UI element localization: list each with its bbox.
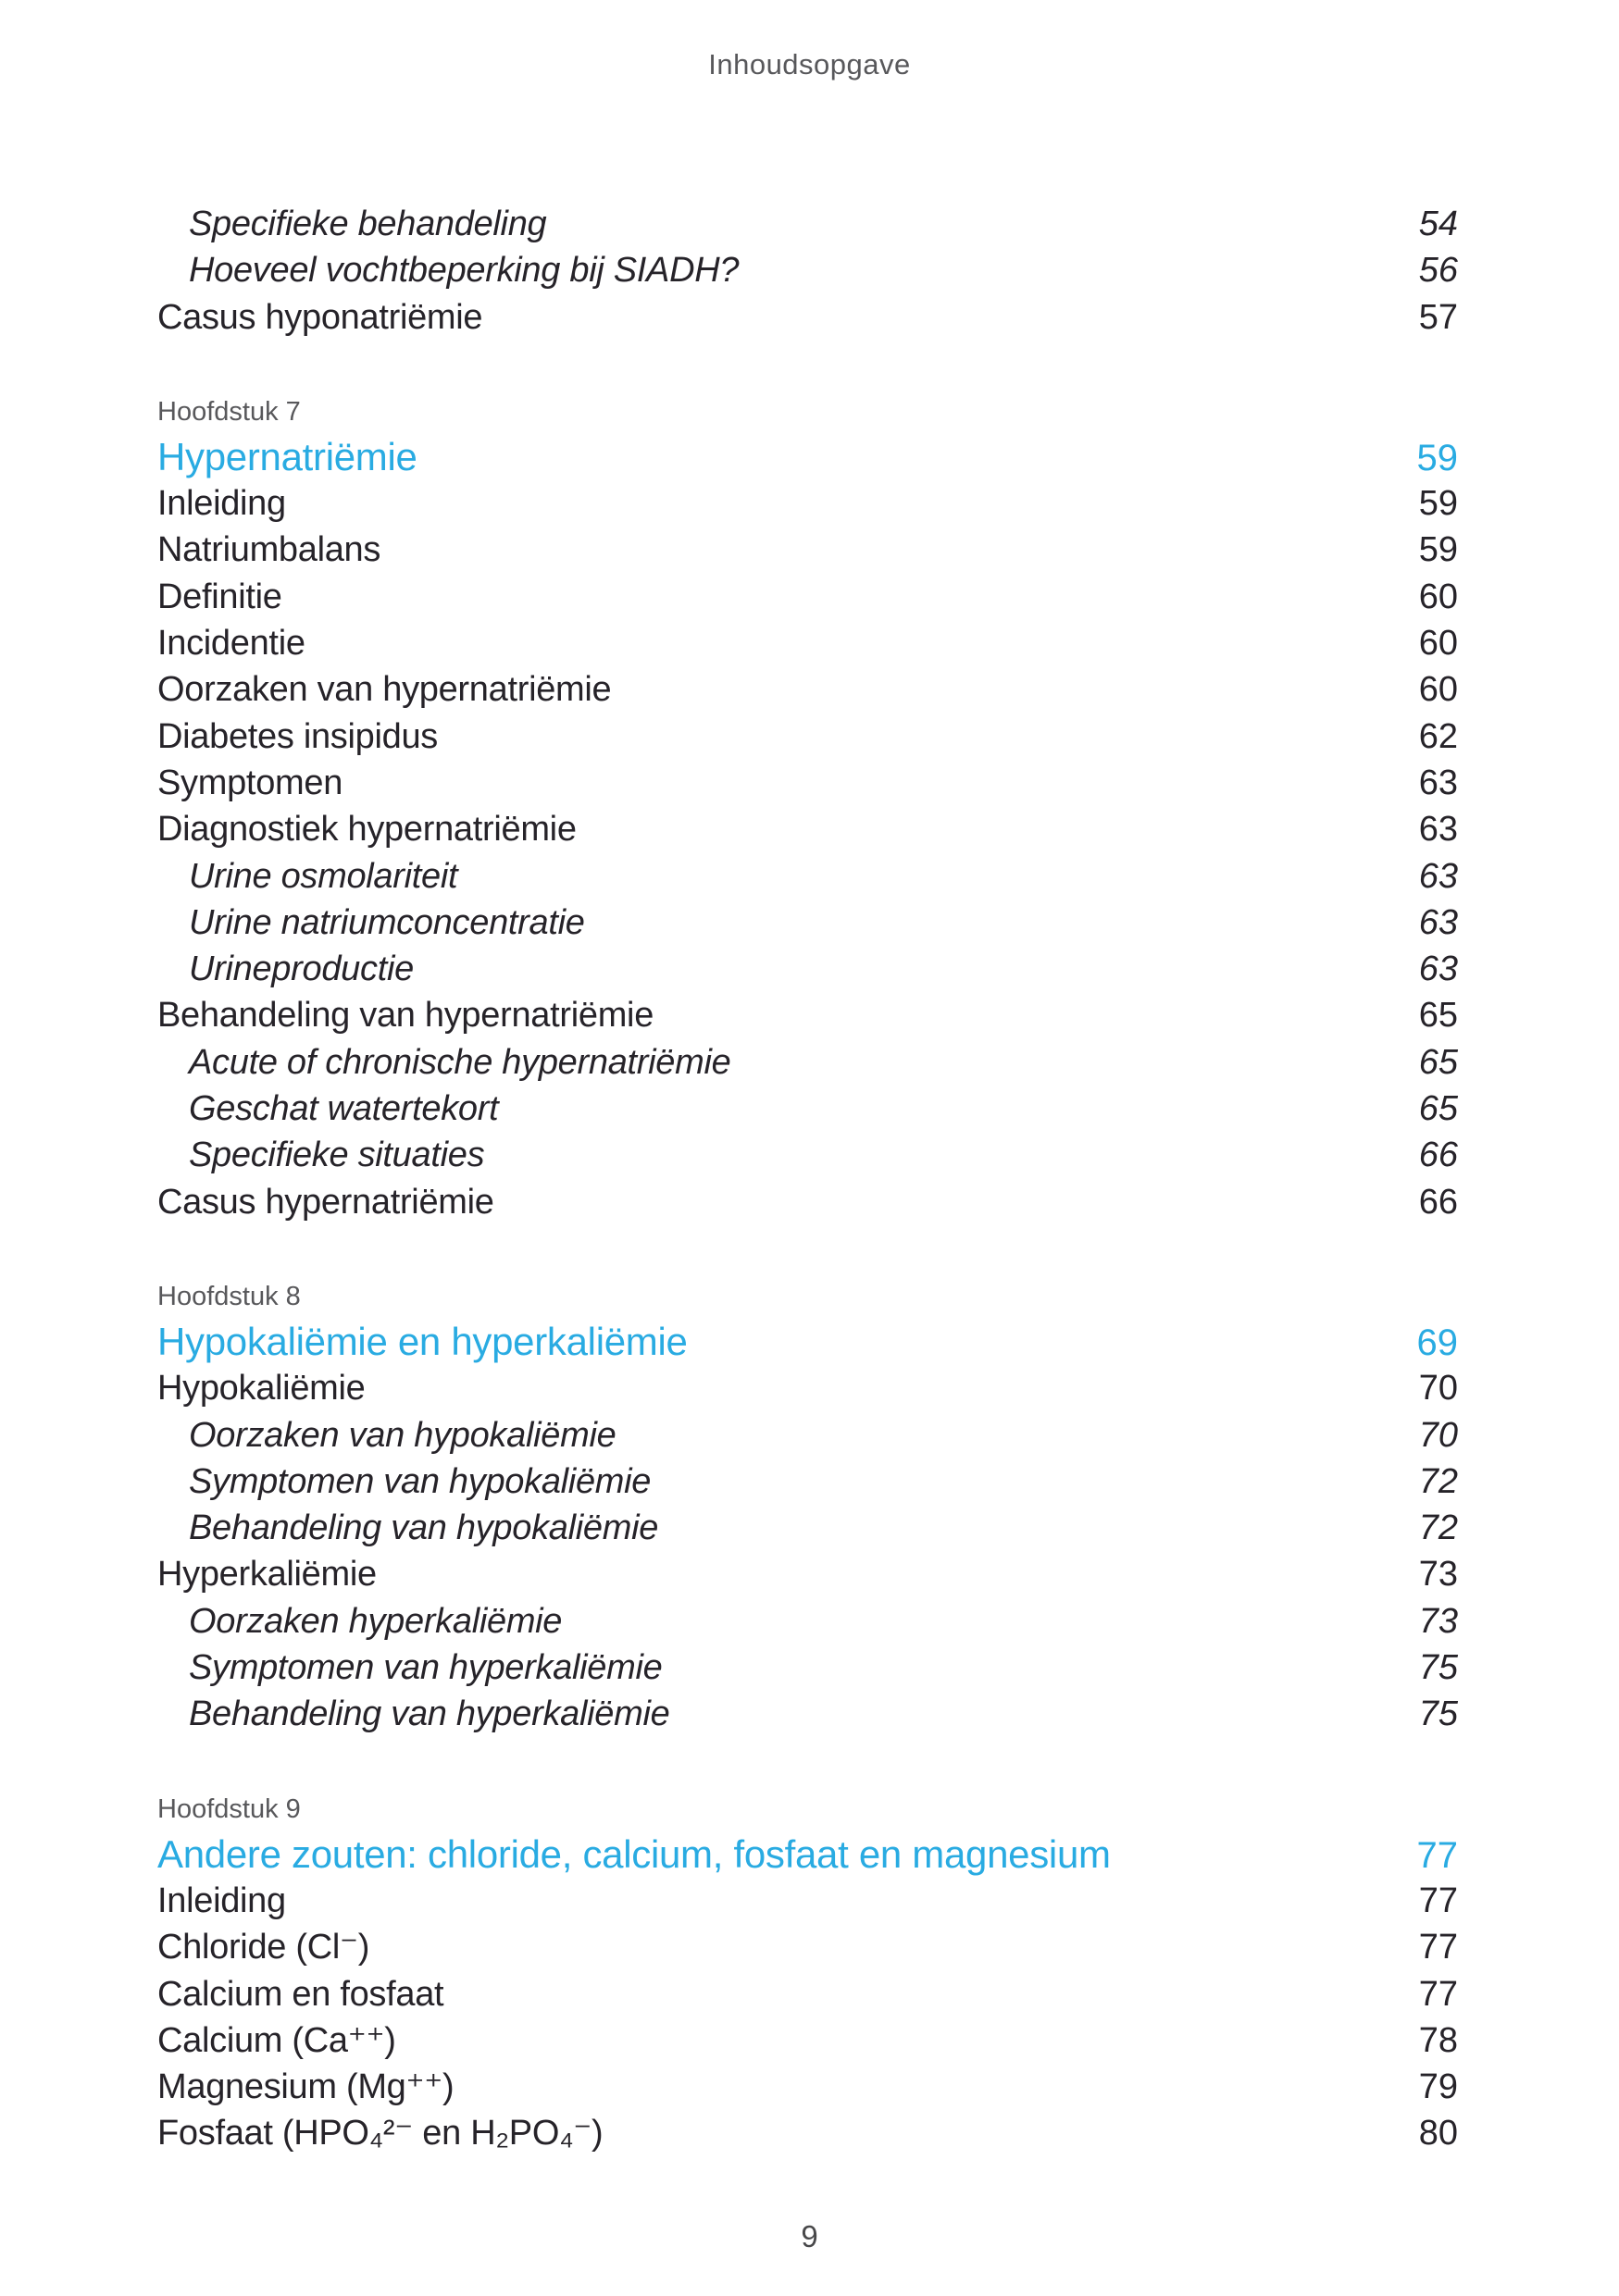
toc-entry (157, 1039, 1458, 1086)
toc-chapter-label: Hoofdstuk 9 (157, 1793, 301, 1824)
toc-entry-page: 65 (1418, 1089, 1458, 1129)
toc-chapter-title-row (157, 434, 1458, 480)
toc-entry (157, 1551, 1458, 1597)
page-number: 9 (801, 2219, 818, 2253)
toc-entry-label: Diabetes insipidus (157, 716, 438, 756)
toc-entry-label: Specifieke behandeling (189, 205, 547, 243)
toc-section (157, 390, 1458, 1225)
toc-entry-label: Inleiding (157, 1880, 286, 1920)
toc-chapter-title-page: 69 (1416, 1322, 1458, 1363)
toc-entry-page: 80 (1418, 2114, 1458, 2153)
toc-entry (157, 1365, 1458, 1411)
toc-chapter-title-page: 77 (1416, 1834, 1458, 1876)
toc-entry-page: 72 (1418, 1508, 1458, 1548)
toc-entry-label: Chloride (Cl⁻) (157, 1928, 370, 1967)
toc-entry (157, 2064, 1458, 2110)
toc-chapter-title-page: 59 (1416, 437, 1458, 478)
toc-entry-label: Symptomen (157, 763, 343, 802)
toc-chapter-title: Hypokaliëmie en hyperkaliëmie (157, 1319, 688, 1363)
toc-entry-page: 59 (1418, 484, 1458, 524)
toc-entry-label: Magnesium (Mg⁺⁺) (157, 2067, 455, 2107)
toc-entry-page: 75 (1418, 1694, 1458, 1734)
toc-entry-page: 57 (1418, 297, 1458, 337)
toc-entry-label: Calcium (Ca⁺⁺) (157, 2020, 396, 2060)
toc-entry (157, 1505, 1458, 1551)
toc-entry (157, 666, 1458, 713)
toc-entry-label: Oorzaken hyperkaliëmie (189, 1601, 563, 1641)
toc-entry (157, 574, 1458, 620)
toc-entry-label: Hyperkaliëmie (157, 1555, 377, 1595)
toc-entry-page: 63 (1418, 856, 1458, 896)
table-of-contents (157, 201, 1458, 2157)
toc-entry (157, 1458, 1458, 1505)
toc-entry (157, 201, 1458, 247)
toc-entry-label: Acute of chronische hypernatriëmie (189, 1042, 731, 1082)
toc-entry (157, 853, 1458, 900)
toc-chapter-label: Hoofdstuk 8 (157, 1281, 301, 1311)
toc-entry-page: 70 (1418, 1369, 1458, 1409)
toc-entry-label: Behandeling van hyperkaliëmie (189, 1694, 670, 1734)
toc-entry (157, 247, 1458, 293)
toc-entry-page: 63 (1418, 810, 1458, 850)
toc-entry (157, 1412, 1458, 1458)
toc-entry-label: Casus hyponatriëmie (157, 297, 483, 337)
toc-entry (157, 1924, 1458, 1970)
toc-entry-label: Urineproductie (189, 949, 414, 989)
toc-entry-page: 59 (1418, 530, 1458, 570)
toc-entry (157, 992, 1458, 1038)
toc-entry-page: 77 (1418, 1928, 1458, 1967)
toc-entry (157, 1086, 1458, 1132)
toc-section (157, 1787, 1458, 2157)
toc-entry-label: Natriumbalans (157, 530, 381, 570)
toc-entry-page: 70 (1418, 1415, 1458, 1455)
toc-section (157, 201, 1458, 341)
toc-entry (157, 2110, 1458, 2156)
toc-entry-page: 65 (1418, 996, 1458, 1036)
toc-entry-page: 56 (1418, 251, 1458, 291)
toc-entry-page: 66 (1418, 1136, 1458, 1175)
toc-entry-label: Geschat watertekort (189, 1089, 499, 1129)
toc-entry-page: 63 (1418, 949, 1458, 989)
toc-chapter-title-row (157, 1831, 1458, 1878)
toc-entry-label: Urine osmolariteit (189, 856, 458, 896)
toc-entry (157, 714, 1458, 760)
toc-entry-page: 66 (1418, 1182, 1458, 1222)
toc-entry (157, 527, 1458, 573)
toc-section (157, 1274, 1458, 1738)
toc-entry (157, 1878, 1458, 1924)
toc-entry-page: 62 (1418, 716, 1458, 756)
toc-entry-page: 54 (1418, 205, 1458, 243)
toc-entry (157, 1971, 1458, 2017)
toc-entry-page: 73 (1418, 1601, 1458, 1641)
toc-entry-page: 60 (1418, 577, 1458, 616)
page-title: Inhoudsopgave (708, 48, 911, 81)
toc-entry (157, 2017, 1458, 2064)
toc-entry-label: Hypokaliëmie (157, 1369, 366, 1409)
toc-chapter-title-row (157, 1319, 1458, 1365)
toc-entry-label: Urine natriumconcentratie (189, 902, 585, 942)
toc-entry (157, 946, 1458, 992)
toc-entry (157, 1598, 1458, 1644)
toc-entry-page: 77 (1418, 1880, 1458, 1920)
toc-entry-label: Oorzaken van hypernatriëmie (157, 670, 612, 710)
toc-entry-page: 77 (1418, 1974, 1458, 2014)
toc-entry-label: Hoeveel vochtbeperking bij SIADH? (189, 251, 740, 291)
toc-entry-page: 72 (1418, 1461, 1458, 1501)
toc-entry-page: 65 (1418, 1042, 1458, 1082)
toc-entry-label: Behandeling van hypernatriëmie (157, 996, 654, 1036)
toc-entry-label: Symptomen van hyperkaliëmie (189, 1648, 663, 1688)
toc-entry (157, 806, 1458, 852)
toc-chapter-label: Hoofdstuk 7 (157, 396, 301, 427)
toc-entry-label: Behandeling van hypokaliëmie (189, 1508, 659, 1548)
toc-entry-page: 63 (1418, 763, 1458, 802)
toc-entry (157, 1691, 1458, 1737)
toc-entry-page: 60 (1418, 624, 1458, 664)
toc-entry-label: Specifieke situaties (189, 1136, 485, 1175)
toc-chapter-title: Andere zouten: chloride, calcium, fosfaat en magnesium (157, 1831, 1111, 1876)
toc-entry-label: Inleiding (157, 484, 286, 524)
toc-entry-label: Incidentie (157, 624, 305, 664)
toc-entry (157, 760, 1458, 806)
toc-entry-page: 63 (1418, 902, 1458, 942)
toc-entry-page: 60 (1418, 670, 1458, 710)
toc-entry-label: Calcium en fosfaat (157, 1974, 444, 2014)
toc-entry (157, 900, 1458, 946)
toc-entry (157, 294, 1458, 341)
toc-entry (157, 1132, 1458, 1178)
toc-entry-label: Casus hypernatriëmie (157, 1182, 494, 1222)
toc-entry-label: Fosfaat (HPO₄²⁻ en H₂PO₄⁻) (157, 2114, 604, 2153)
toc-entry-page: 75 (1418, 1648, 1458, 1688)
toc-entry (157, 620, 1458, 666)
toc-entry (157, 1644, 1458, 1691)
toc-entry-label: Symptomen van hypokaliëmie (189, 1461, 652, 1501)
toc-entry-label: Diagnostiek hypernatriëmie (157, 810, 577, 850)
toc-entry-page: 78 (1418, 2020, 1458, 2060)
toc-entry-label: Definitie (157, 577, 282, 616)
toc-entry-page: 79 (1418, 2067, 1458, 2107)
toc-entry-page: 73 (1418, 1555, 1458, 1595)
toc-entry (157, 480, 1458, 527)
toc-chapter-title: Hypernatriëmie (157, 434, 417, 478)
toc-entry (157, 1179, 1458, 1225)
toc-entry-label: Oorzaken van hypokaliëmie (189, 1415, 616, 1455)
